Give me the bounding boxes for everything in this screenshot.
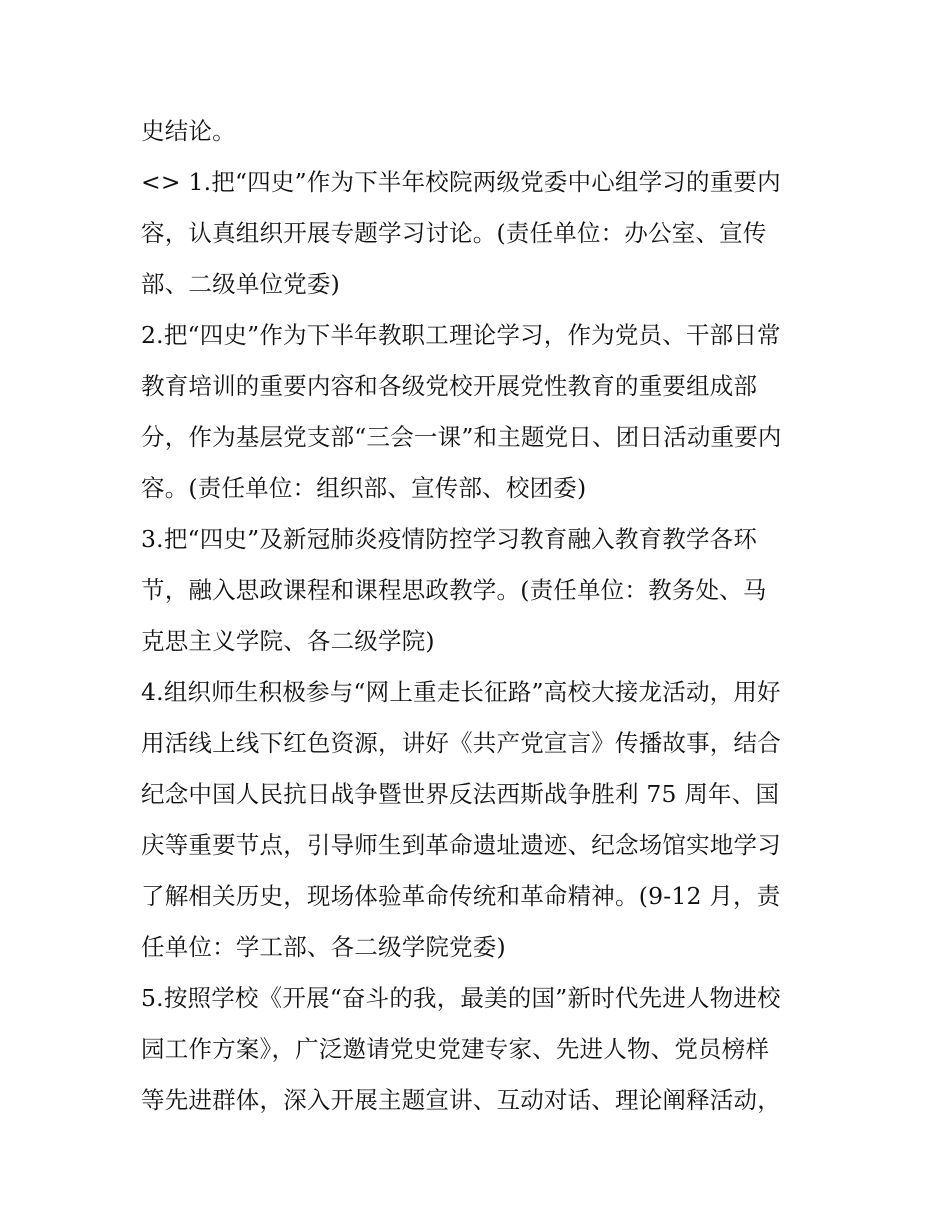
text-line: 容。(责任单位：组织部、宣传部、校团委) <box>141 474 587 502</box>
text-line: <> 1.把“四史”作为下半年校院两级党委中心组学习的重要内 <box>141 168 781 196</box>
text-line: 任单位：学工部、各二级学院党委) <box>141 933 506 961</box>
text-line: 了解相关历史，现场体验革命传统和革命精神。(9-12 月，责 <box>141 882 781 910</box>
text-line: 克思主义学院、各二级学院) <box>141 627 435 655</box>
body-text <box>141 106 821 1126</box>
text-line: 庆等重要节点，引导师生到革命遗址遗迹、纪念场馆实地学习 <box>141 831 781 859</box>
text-line: 5.按照学校《开展“奋斗的我，最美的国”新时代先进人物进校 <box>141 984 781 1012</box>
text-line: 用活线上线下红色资源，讲好《共产党宣言》传播故事，结合 <box>141 729 781 757</box>
text-line: 史结论。 <box>141 117 236 145</box>
text-line: 3.把“四史”及新冠肺炎疫情防控学习教育融入教育教学各环 <box>141 525 758 553</box>
text-line: 分，作为基层党支部“三会一课”和主题党日、团日活动重要内 <box>141 423 782 451</box>
text-line: 2.把“四史”作为下半年教职工理论学习，作为党员、干部日常 <box>141 321 781 349</box>
text-line: 园工作方案》，广泛邀请党史党建专家、先进人物、党员榜样 <box>141 1035 770 1063</box>
text-line: 4.组织师生积极参与“网上重走长征路”高校大接龙活动，用好 <box>141 678 781 706</box>
text-line: 容，认真组织开展专题学习讨论。(责任单位：办公室、宣传 <box>141 219 767 247</box>
text-line: 节，融入思政课程和课程思政教学。(责任单位：教务处、马 <box>141 576 767 604</box>
text-line: 部、二级单位党委) <box>141 270 340 298</box>
text-line: 纪念中国人民抗日战争暨世界反法西斯战争胜利 75 周年、国 <box>141 780 780 808</box>
text-line: 教育培训的重要内容和各级党校开展党性教育的重要组成部 <box>141 372 758 400</box>
text-line: 等先进群体，深入开展主题宣讲、互动对话、理论阐释活动， <box>141 1086 781 1114</box>
